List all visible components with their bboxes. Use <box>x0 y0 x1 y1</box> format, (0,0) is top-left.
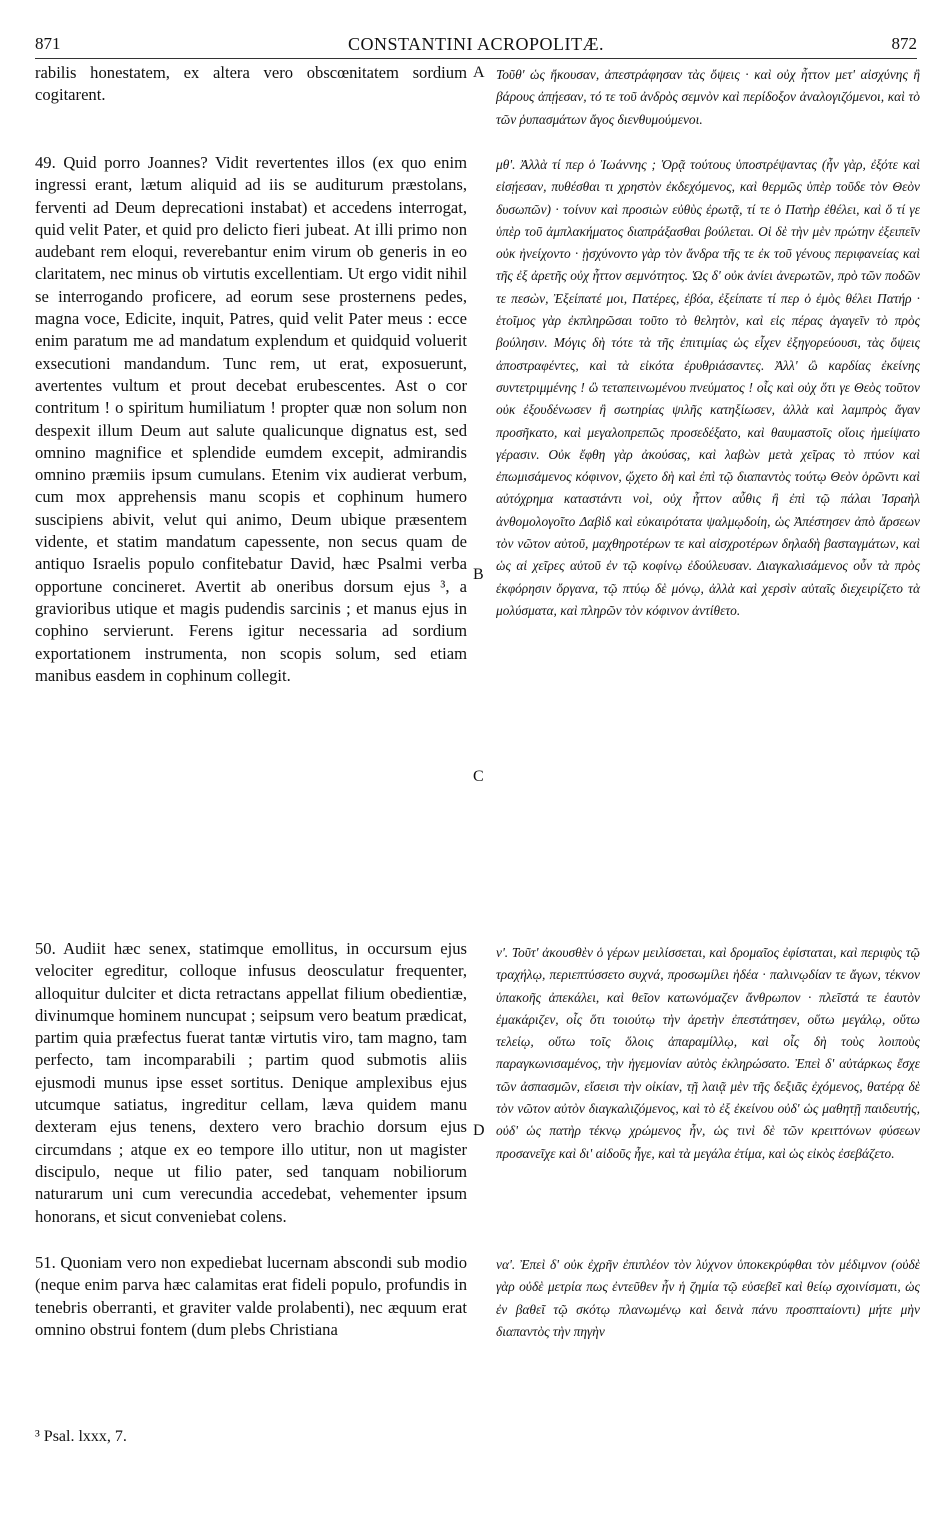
greek-section-intro <box>496 64 920 131</box>
margin-marker-c: C <box>473 768 484 785</box>
margin-marker-b: B <box>473 566 484 583</box>
latin-paragraph-49: 49. Quid porro Joannes? Vidit revertentes illos (ex quo enim ingressi erant, lætum aliquid ad iis se auditurum præstolans, ferventi ad Deum deprecationi instabat) et accedens interrogat, quid velit Pater, et quid pro delicto fieri jubeat. At illi primo non audebant rem eloqui, reverebantur enim virum ob generis in eo claritatem, nec minus ob virtutis excellentiam. Ut ergo vidit nihil se interrogando proficere, ad eorum sese prosternens pedes, magna voce, Edicite, inquit, Patres, quid velit Pater meus : ecce enim paratum me ad mandatum explendum et quidquid voluerit exsecutioni mandandum. Tunc rem, ut erat, exposuerunt, avertentes vultum et prout decebat erubescentes. Ast o cor contritum ! o spiritum humiliatum ! propter quæ non solum non despexit illum Deum aut salute qualicunque dignatus est, sed omnino magnifice et splendide eumdem excepit, admirandis omnino præmiis ipsum cumulans. Etenim vix audierat verbum, cum mox apprehensis manu scopis et cophinum humero suscipiens abivit, velut qui animo, Deum ubique præsentem vidente, et statim mandatum capessente, non secus quam de antiquo Israelis populo confitebatur David, hæc Psalmi verba opportune concineret. Avertit ab oneribus dorsum ejus ³, a gravioribus utique et magis pudendis sarcinis ; et manus ejus in cophino servierunt. Ferens igitur necessaria ad sordium exportationem instrumenta, non scopis solum, sed etiam manibus easdem in cophinum collegit. <box>35 153 467 685</box>
latin-paragraph-51: 51. Quoniam vero non expediebat lucernam abscondi sub modio (neque enim parva hæc calamitas erat fideli populo, profundis in tenebris oberranti, et graviter valde prolabenti), nec æquum erat omnino obstrui fontem (dum plebs Christiana <box>35 1253 467 1339</box>
latin-paragraph-intro: rabilis honestatem, ex altera vero obscœnitatem sordium cogitarent. <box>35 63 467 105</box>
right-page-number: 872 <box>891 34 917 53</box>
latin-section-50 <box>35 938 467 1228</box>
header-rule <box>35 58 917 59</box>
running-title: CONSTANTINI ACROPOLITÆ. <box>347 34 605 54</box>
latin-section-51 <box>35 1252 467 1341</box>
latin-section-49 <box>35 152 467 687</box>
greek-paragraph-intro: Τοῦθ' ὡς ἤκουσαν, ἀπεστράφησαν τὰς ὄψεις · καὶ οὐχ ἧττον μετ' αἰσχύνης ἢ βάρους ἀπῄεσαν, τό τε τοῦ ἀνδρὸς σεμνὸν καὶ περίδοξον ἀναλογιζόμενοι, καὶ τὸ τῶν ῥυπασμάτων ἄγος διενθυμούμενοι. <box>496 67 920 127</box>
margin-marker-a: A <box>473 64 485 81</box>
page-header <box>35 34 917 56</box>
greek-section-50 <box>496 942 920 1165</box>
greek-paragraph-50: ν'. Τοῦτ' ἀκουσθὲν ὁ γέρων μειλίσσεται, καὶ δρομαῖος ἐφίσταται, καὶ περιφὺς τῷ τραχήλῳ, περιεπτύσσετο συχνά, προσωμίλει ἡδέα · παλινῳδίαν τε ἄγων, τέκνον ὑπακοῆς ἀπεκάλει, καὶ θεῖον κατωνόμαζεν ἄνθρωπον · πλεῖστά τε ἑαυτὸν ἐμακάριζεν, οἷς ὅτι τοιούτῳ τὴν ἀρετὴν ἐπεστάτησεν, οὕτω μεγάλῳ, οὕτω τελείῳ, οὕτω τοῖς ὅλοις ἀπαραμίλλῳ, καὶ οἷς δὴ τοὺς λοιποὺς παραγκωνισαμένος, τὴν ἡγεμονίαν αὐτὸς ἐκληρώσατο. Ἐπεὶ δ' αὐτάρκως ἔσχε τῶν ἀσπασμῶν, εἴσεισι τὴν οἰκίαν, τῇ λαιᾷ μὲν τῆς δεξιᾶς ἐχόμενος, θατέρᾳ δὲ τὸν νῶτον αὐτὸν διαγκαλιζόμενος, καὶ τὸ ἐξ ἐκείνου οὐδ' ὡς μαθητῇ παιδευτής, οὐδ' ὡς πατὴρ τέκνῳ χρώμενος ἦν, ὡς τινὶ δὲ τῶν κρειττόνων φύσεων προσανεῖχε καὶ δι' αἰδοῦς ἦγε, καὶ τὰ μεγάλα ἐτίμα, καὶ ὡς εἰκὸς ἐσεβάζετο. <box>496 945 920 1161</box>
greek-section-51 <box>496 1254 920 1343</box>
margin-marker-d: D <box>473 1122 485 1139</box>
latin-paragraph-50: 50. Audiit hæc senex, statimque emollitus, in occursum ejus velociter egreditur, colloque infusus deosculatur frequenter, alloquitur dulciter et dicta retractans appellat filium obedientiæ, divinumque hominem nuncupat ; seipsum vero beatum prædicat, partim quia præfectus fuerat tantæ virtutis viro, tam magno, tam perfecto, tam incomparabili ; partim quod submotis aliis ejusmodi munus ipse esset sortitus. Denique amplexibus ejus utcumque satiatus, ingreditur cellam, læva quidem manu dexteram ejus tenens, dextero vero brachio dorsum ejus circumdans ; atque ex eo tempore illo utitur, non ut magister discipulo, neque ut filio pater, sed tanquam nobiliorum naturarum uni cum verecundia accedebat, vehementer ipsum honorans, et sicut conveniebat colens. <box>35 939 467 1226</box>
greek-section-49 <box>496 154 920 622</box>
greek-paragraph-51: να'. Ἐπεὶ δ' οὐκ ἐχρῆν ἐπιπλέον τὸν λύχνον ὑποκεκρύφθαι τὸν μέδιμνον (οὐδὲ γὰρ οὐδὲ μετρία πως ἐντεῦθεν ἦν ἡ ζημία τῷ εὐσεβεῖ καὶ θείῳ σχοινίσματι, ὡς ἐν βαθεῖ τῷ σκότῳ πλανωμένῳ καὶ δεινὰ πάνυ προσπταίοντι) μήτε μὴν διαπαντὸς τὴν πηγὴν <box>496 1257 920 1339</box>
left-page-number: 871 <box>35 34 61 53</box>
footnote: ³ Psal. lxxx, 7. <box>35 1428 127 1445</box>
latin-column <box>35 62 467 107</box>
greek-paragraph-49: μθ'. Ἀλλὰ τί περ ὁ Ἰωάννης ; Ὁρᾷ τούτους ὑποστρέψαντας (ἦν γὰρ, ἐξότε καὶ εἰσῄεσαν, πυθέσθαι τι χρηστὸν ἐκδεχόμενος, καὶ θερμῶς ὑπὲρ τοῦδε τὸν Θεὸν δυσωπῶν) · τοίνυν καὶ προσιὼν εὐθὺς ἐρωτᾷ, τί τε ὁ Πατὴρ ἐθέλει, καὶ ὅ τί γε ὑπὲρ τοῦ ἀμπλακήματος διαπράξασθαι βούλεται. Οἱ δὲ τὴν μὲν πρώτην ἐξειπεῖν οὐκ ἠνείχοντο · ᾐσχύνοντο γὰρ τὸν ἄνδρα τῆς τε ἐκ τοῦ γένους περιφανείας καὶ τῆς ἐξ ἀρετῆς οὐχ ἧττον σεμνότητος. Ὡς δ' οὐκ ἀνίει ἀνερωτῶν, πρὸ τῶν ποδῶν τε πεσὼν, Ἐξείπατέ μοι, Πατέρες, ἐβόα, ἐξείπατε τί περ ὁ ἐμὸς θέλει Πατήρ · ἑτοῖμος γὰρ ἐκπληρῶσαι τοῦτο τὸ θελητὸν, καὶ εἰς πέρας ἀγαγεῖν τὸ πρὸς βούλησιν. Μόγις δὴ τότε τὰ τῆς ἐπιτιμίας ὡς εἶχεν ἐξηγορεύουσι, τὰς ὄψεις ἀποστραφέντες, καὶ τὰ εἰκότα ἐρυθριάσαντες. Ἀλλ' ὢ καρδίας ἐκείνης συντετριμμένης ! ὢ τεταπεινωμένου πνεύματος ! οἷς καὶ οὐχ ὅτι γε Θεὸς τοῦτον οὐκ ἐξουδένωσεν ἢ σωτηρίας ψιλῆς κατηξίωσεν, ἀλλὰ καὶ λαμπρὸς ἄγαν προσῆκατο, καὶ μεγαλοπρεπῶς προσεδέξατο, καὶ θαυμαστοῖς οἵοις ἠμείψατο γέρασιν. Οὐκ ἔφθη γὰρ ἀκούσας, καὶ λαβὼν μετὰ χεῖρας τὸ πτύον καὶ ἐπωμισάμενος κόφινον, ᾤχετο δὴ καὶ ἐπὶ τῷ διαπαντὸς τούτῳ Θεὸν ὁρῶντι καὶ αὐτόχρημα καταστάντι νοὶ, οὐχ ἧττον αὖθις ἢ ἐπὶ τῷ πάλαι Ἰσραὴλ ἀνθομολογοῖτο Δαβὶδ καὶ εὐκαιρότατα ψαλμῳδοίη, ὡς Ἀπέστησεν ἀπὸ ἄρσεων τὸν νῶτον αὐτοῦ, μαχθηροτέρων τε καὶ αἰσχροτέρων δηλαδὴ βασταγμάτων, καὶ ὡς αἱ χεῖρες αὐτοῦ ἐν τῷ κοφίνῳ ἐδούλευσαν. Διαγκαλισάμενος οὖν τὰ πρὸς ἐκφόρησιν ὄργανα, τῷ πτύῳ δὲ μόνῳ, ἀλλὰ καὶ χερσὶν αὐταῖς διεχειρίζετο τὰ μολύσματα, καὶ πληρῶν τὸν κόφινον ἀντίθετο. <box>496 157 920 618</box>
